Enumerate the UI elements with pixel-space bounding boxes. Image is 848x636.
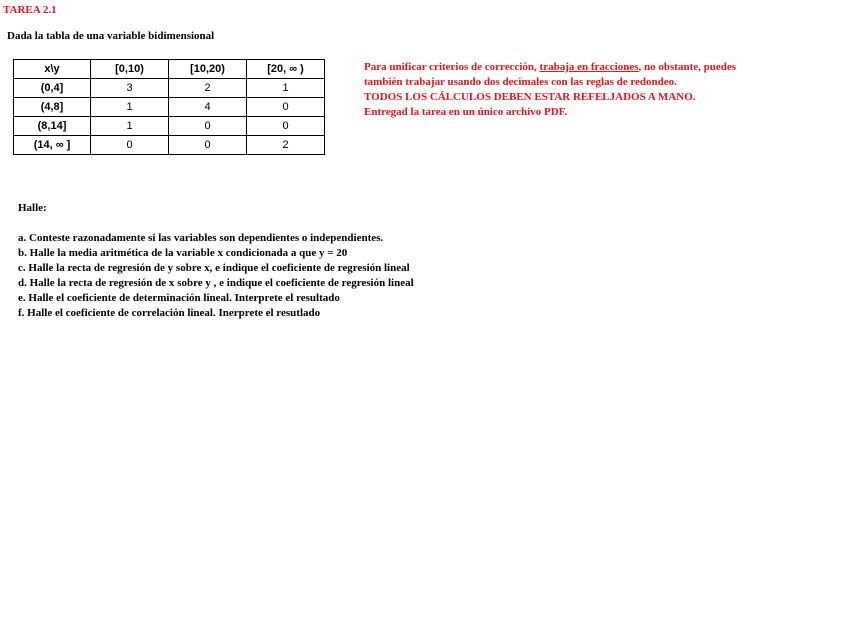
frequency-table — [13, 59, 325, 155]
instructions-note — [364, 60, 774, 120]
table-header-row — [14, 60, 325, 79]
list-item: d. Halle la recta de regresión de x sobre y , e indique el coeficiente de regresión lineal — [18, 277, 414, 289]
table-header-cell: [20, ∞ ) — [247, 60, 325, 79]
table-cell: 0 — [247, 117, 325, 136]
subtitle: Dada la tabla de una variable bidimensional — [7, 30, 215, 42]
table-header-cell: x\y — [14, 60, 91, 79]
question-list — [18, 231, 414, 321]
table-cell: 0 — [247, 98, 325, 117]
list-item: f. Halle el coeficiente de correlación lineal. Inerprete el resutlado — [18, 307, 321, 319]
note-text: , no obstante, puedes también trabajar usando dos decimales con las reglas de redondeo. — [364, 61, 737, 88]
table-cell: 1 — [247, 79, 325, 98]
table-cell: 2 — [247, 136, 325, 155]
table-header-cell: [10,20) — [169, 60, 247, 79]
row-label: (14, ∞ ] — [14, 136, 91, 155]
page-title: TAREA 2.1 — [3, 4, 57, 16]
table-cell: 1 — [91, 98, 169, 117]
table-row — [14, 79, 325, 98]
table-row — [14, 98, 325, 117]
note-underlined: trabaja en fracciones — [539, 61, 639, 73]
table-row — [14, 136, 325, 155]
table-cell: 0 — [169, 117, 247, 136]
list-item: a. Conteste razonadamente si las variables son dependientes o independientes. — [18, 232, 384, 244]
list-item: c. Halle la recta de regresión de y sobre x, e indique el coeficiente de regresión lineal — [18, 262, 410, 274]
list-item: e. Halle el coeficiente de determinación lineal. Interprete el resultado — [18, 292, 340, 304]
table-row — [14, 117, 325, 136]
row-label: (0,4] — [14, 79, 91, 98]
table-header-cell: [0,10) — [91, 60, 169, 79]
table-cell: 4 — [169, 98, 247, 117]
table-cell: 3 — [91, 79, 169, 98]
row-label: (4,8] — [14, 98, 91, 117]
row-label: (8,14] — [14, 117, 91, 136]
table-cell: 0 — [91, 136, 169, 155]
table-cell: 1 — [91, 117, 169, 136]
section-heading: Halle: — [18, 202, 47, 214]
note-submission: Entregad la tarea en un único archivo PDF. — [364, 106, 568, 118]
note-warning: TODOS LOS CÁLCULOS DEBEN ESTAR REFELJADOS A MANO. — [364, 91, 696, 103]
note-text: Para unificar criterios de corrección, — [364, 61, 540, 73]
table-cell: 2 — [169, 79, 247, 98]
list-item: b. Halle la media aritmética de la variable x condicionada a que y = 20 — [18, 247, 348, 259]
table-cell: 0 — [169, 136, 247, 155]
